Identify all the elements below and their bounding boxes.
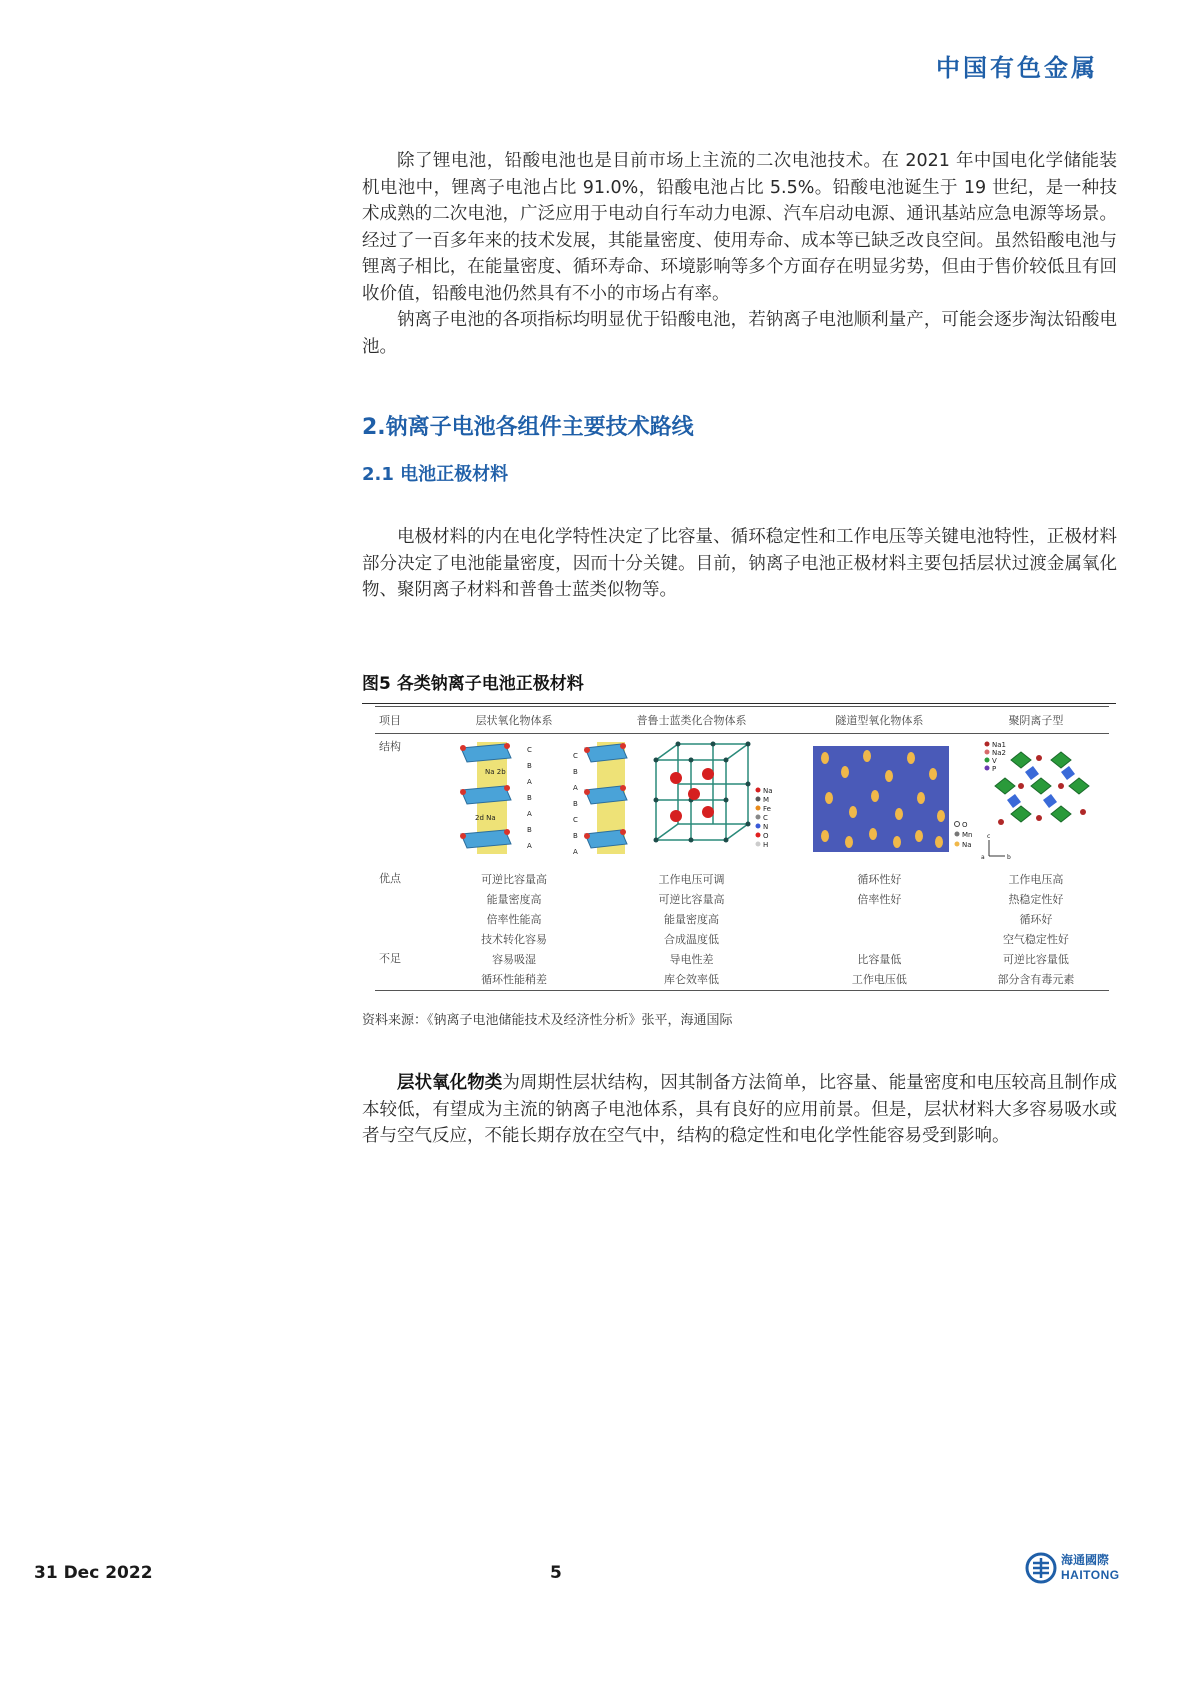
svg-text:A: A bbox=[527, 778, 532, 786]
layered-paragraph bbox=[362, 1070, 1117, 1150]
layered-rest: 为周期性层状结构，因其制备方法简单，比容量、能量密度和电压较高且制作成本较低，有望成为主流的钠离子电池体系，具有良好的应用前景。但是，层状材料大多容易吸水或者与空气反应，不能长期存放在空气中，结构的稳定性和电化学性能容易受到影响。 bbox=[362, 1073, 1117, 1146]
svg-text:b: b bbox=[1007, 854, 1011, 861]
prussian-blue-structure-image bbox=[654, 742, 773, 850]
haitong-logo-icon bbox=[1025, 1552, 1057, 1584]
header-brand: 中国有色金属 bbox=[936, 53, 1098, 82]
pro-tunnel-2: 倍率性好 bbox=[857, 893, 902, 906]
svg-text:N: N bbox=[763, 823, 769, 831]
svg-text:a: a bbox=[981, 854, 985, 861]
row-label-structure: 结构 bbox=[379, 740, 401, 753]
layered-lead: 层状氧化物类 bbox=[397, 1073, 503, 1093]
col-header-polyanion: 聚阴离子型 bbox=[963, 707, 1109, 734]
svg-text:B: B bbox=[573, 768, 578, 776]
svg-text:A: A bbox=[527, 842, 532, 850]
page-number: 5 bbox=[550, 1563, 562, 1583]
intro-block bbox=[362, 148, 1117, 360]
con-polyanion-2: 部分含有毒元素 bbox=[997, 973, 1075, 986]
svg-text:Na 2b: Na 2b bbox=[485, 768, 506, 776]
svg-text:Na: Na bbox=[763, 787, 773, 795]
figure-table bbox=[375, 706, 1109, 988]
header-item: 项目 bbox=[375, 707, 441, 734]
col-header-prussian: 普鲁士蓝类化合物体系 bbox=[587, 707, 796, 734]
svg-text:2d Na: 2d Na bbox=[475, 814, 496, 822]
con-layered-2: 循环性能稍差 bbox=[481, 973, 548, 986]
layered-structure-image bbox=[460, 742, 627, 856]
svg-text:C: C bbox=[763, 814, 768, 822]
svg-text:C: C bbox=[527, 746, 532, 754]
svg-text:Na: Na bbox=[962, 841, 972, 849]
pro-polyanion-4: 空气稳定性好 bbox=[1002, 933, 1069, 946]
svg-text:Fe: Fe bbox=[763, 805, 771, 813]
figure-source: 资料来源：《钠离子电池储能技术及经济性分析》张平，海通国际 bbox=[362, 1013, 733, 1028]
svg-text:A: A bbox=[527, 810, 532, 818]
pro-prussian-1: 工作电压可调 bbox=[658, 873, 725, 886]
svg-text:V: V bbox=[992, 757, 997, 765]
footer-date: 31 Dec 2022 bbox=[34, 1563, 153, 1583]
svg-text:P: P bbox=[992, 765, 997, 773]
logo-cn: 海通國際 bbox=[1061, 1553, 1110, 1567]
pro-polyanion-1: 工作电压高 bbox=[1008, 873, 1064, 886]
con-polyanion-1: 可逆比容量低 bbox=[1002, 953, 1069, 966]
tunnel-structure-image bbox=[813, 746, 972, 852]
pro-layered-3: 倍率性能高 bbox=[486, 913, 542, 926]
pro-prussian-4: 合成温度低 bbox=[664, 933, 719, 946]
svg-text:c: c bbox=[987, 833, 991, 840]
section-title: 2.钠离子电池各组件主要技术路线 bbox=[362, 415, 694, 440]
pro-polyanion-2: 热稳定性好 bbox=[1008, 893, 1064, 906]
svg-text:H: H bbox=[763, 841, 769, 849]
intro-paragraph-2: 钠离子电池的各项指标均明显优于铅酸电池，若钠离子电池顺利量产，可能会逐步淘汰铅酸电池。 bbox=[362, 310, 1117, 357]
row-label-disadvantages: 不足 bbox=[375, 950, 441, 991]
svg-text:B: B bbox=[527, 826, 532, 834]
pro-prussian-3: 能量密度高 bbox=[664, 913, 719, 926]
svg-text:O: O bbox=[962, 821, 968, 829]
subsection-title: 2.1 电池正极材料 bbox=[362, 464, 509, 485]
pro-layered-2: 能量密度高 bbox=[486, 893, 542, 906]
svg-text:O: O bbox=[763, 832, 769, 840]
con-prussian-2: 库仑效率低 bbox=[664, 973, 719, 986]
svg-text:C: C bbox=[573, 816, 578, 824]
pro-layered-1: 可逆比容量高 bbox=[481, 873, 548, 886]
haitong-logo bbox=[1025, 1552, 1120, 1584]
pro-prussian-2: 可逆比容量高 bbox=[658, 893, 725, 906]
logo-en: HAITONG bbox=[1061, 1568, 1120, 1582]
pro-layered-4: 技术转化容易 bbox=[481, 933, 548, 946]
pro-tunnel-1: 循环性好 bbox=[857, 873, 902, 886]
figure-title: 图5 各类钠离子电池正极材料 bbox=[362, 669, 1116, 704]
col-header-tunnel: 隧道型氧化物体系 bbox=[796, 707, 963, 734]
structure-diagrams bbox=[441, 738, 1109, 864]
svg-text:C: C bbox=[573, 752, 578, 760]
svg-text:A: A bbox=[573, 848, 578, 856]
svg-text:B: B bbox=[573, 800, 578, 808]
svg-text:Mn: Mn bbox=[962, 831, 973, 839]
svg-text:A: A bbox=[573, 784, 578, 792]
con-layered-1: 容易吸湿 bbox=[492, 953, 537, 966]
svg-text:B: B bbox=[527, 794, 532, 802]
con-tunnel-1: 比容量低 bbox=[857, 953, 902, 966]
row-label-advantages: 优点 bbox=[379, 872, 401, 885]
svg-text:B: B bbox=[527, 762, 532, 770]
cathode-paragraph: 电极材料的内在电化学特性决定了比容量、循环稳定性和工作电压等关键电池特性，正极材料部分决定了电池能量密度，因而十分关键。目前，钠离子电池正极材料主要包括层状过渡金属氧化物、聚阴离子材料和普鲁士蓝类似物等。 bbox=[362, 527, 1117, 600]
pro-polyanion-3: 循环好 bbox=[1019, 913, 1053, 926]
svg-text:Na1: Na1 bbox=[992, 741, 1006, 749]
svg-text:M: M bbox=[763, 796, 770, 804]
col-header-layered: 层状氧化物体系 bbox=[441, 707, 587, 734]
svg-text:Na2: Na2 bbox=[992, 749, 1006, 757]
polyanion-structure-image bbox=[981, 741, 1089, 861]
intro-paragraph-1: 除了锂电池，铅酸电池也是目前市场上主流的二次电池技术。在 2021 年中国电化学储能装机电池中，锂离子电池占比 91.0%，铅酸电池占比 5.5%。铅酸电池诞生于 19 世纪，是一种技术成熟的二次电池，广泛应用于电动自行车动力电源、汽车启动电源、通讯基站应急电源等场景。经过了一百多年来的技术发展，其能量密度、使用寿命、成本等已缺乏改良空间。虽然铅酸电池与锂离子相比，在能量密度、循环寿命、环境影响等多个方面存在明显劣势，但由于售价较低且有回收价值，铅酸电池仍然具有不小的市场占有率。 bbox=[362, 151, 1117, 304]
svg-text:B: B bbox=[573, 832, 578, 840]
con-tunnel-2: 工作电压低 bbox=[851, 973, 907, 986]
con-prussian-1: 导电性差 bbox=[669, 953, 714, 966]
